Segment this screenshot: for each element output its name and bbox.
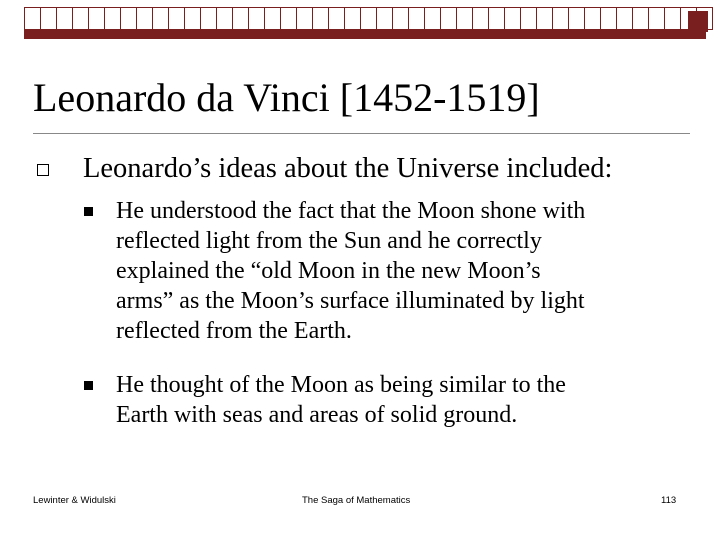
header-square	[184, 7, 201, 30]
hollow-square-bullet-icon	[37, 164, 49, 176]
header-square	[376, 7, 393, 30]
bullet-line: Earth with seas and areas of solid ground.	[116, 402, 518, 428]
header-square	[136, 7, 153, 30]
bullet-level1-text: Leonardo’s ideas about the Universe included:	[83, 153, 613, 184]
header-square	[280, 7, 297, 30]
bullet-line: reflected from the Earth.	[116, 318, 352, 344]
title-divider	[33, 133, 690, 134]
footer-title: The Saga of Mathematics	[302, 495, 411, 506]
header-square	[392, 7, 409, 30]
header-square	[168, 7, 185, 30]
header-square	[360, 7, 377, 30]
header-square	[312, 7, 329, 30]
header-square	[216, 7, 233, 30]
footer-author: Lewinter & Widulski	[33, 495, 116, 506]
bullet-line: He thought of the Moon as being similar to the	[116, 372, 566, 398]
header-square	[408, 7, 425, 30]
header-square	[296, 7, 313, 30]
header-bar	[24, 30, 706, 39]
header-square	[520, 7, 537, 30]
header-square	[88, 7, 105, 30]
bullet-level2-item	[116, 196, 686, 346]
header-square	[568, 7, 585, 30]
header-square	[344, 7, 361, 30]
header-square	[152, 7, 169, 30]
header-square	[472, 7, 489, 30]
bullet-line: reflected light from the Sun and he correctly	[116, 228, 542, 254]
header-square	[56, 7, 73, 30]
header-square	[504, 7, 521, 30]
header-square	[40, 7, 57, 30]
bullet-level2-item	[116, 370, 686, 430]
bullet-line: He understood the fact that the Moon shone with	[116, 198, 586, 224]
header-square	[328, 7, 345, 30]
header-square	[648, 7, 665, 30]
header-square	[600, 7, 617, 30]
header-square	[248, 7, 265, 30]
header-square	[632, 7, 649, 30]
header-square	[664, 7, 681, 30]
header-square	[200, 7, 217, 30]
header-square	[120, 7, 137, 30]
header-square	[72, 7, 89, 30]
header-square	[488, 7, 505, 30]
slide-title: Leonardo da Vinci [1452-1519]	[33, 75, 540, 120]
header-square	[616, 7, 633, 30]
header-square	[456, 7, 473, 30]
header-square	[264, 7, 281, 30]
filled-square-bullet-icon	[84, 207, 93, 216]
header-square	[584, 7, 601, 30]
footer-page-number: 113	[661, 495, 677, 506]
header-squares	[24, 7, 712, 30]
header-square	[552, 7, 569, 30]
filled-square-bullet-icon	[84, 381, 93, 390]
header-square	[232, 7, 249, 30]
bullet-line: arms” as the Moon’s surface illuminated by light	[116, 288, 585, 314]
bullet-line: explained the “old Moon in the new Moon’s	[116, 258, 541, 284]
header-square	[104, 7, 121, 30]
header-square	[24, 7, 41, 30]
header-square	[424, 7, 441, 30]
header-corner-box	[688, 11, 708, 32]
header-square	[440, 7, 457, 30]
header-square	[536, 7, 553, 30]
